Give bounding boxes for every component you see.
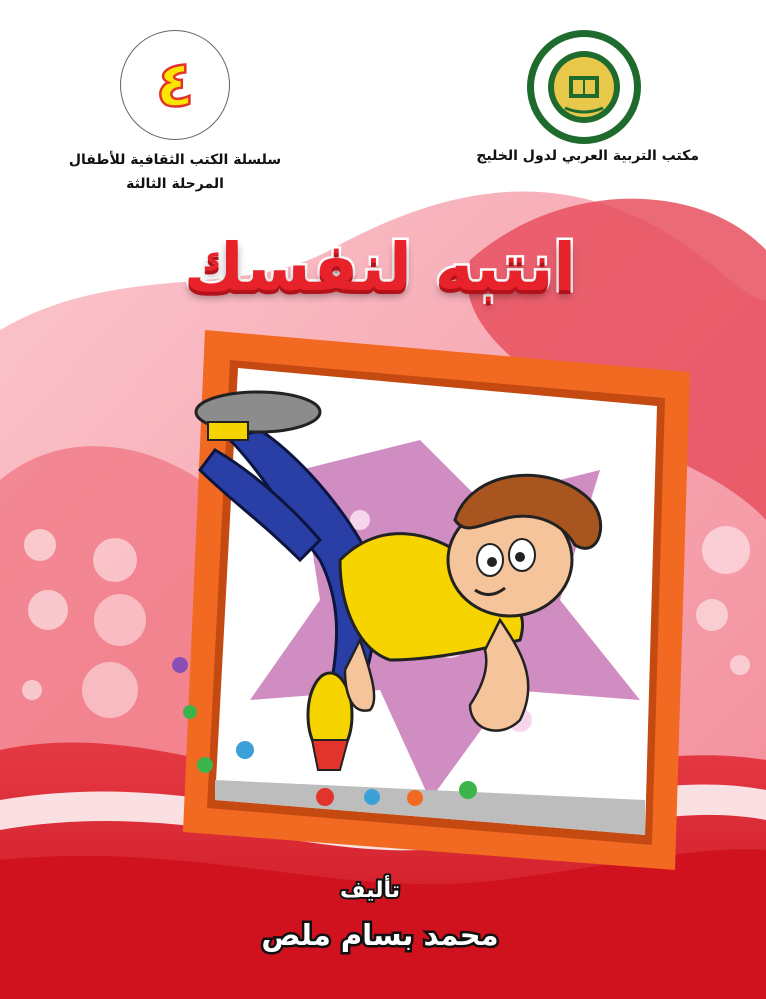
- series-number: ٤: [155, 48, 195, 122]
- publisher-name: مكتب التربية العربي لدول الخليج: [476, 148, 699, 164]
- series-stage: المرحلة الثالثة: [126, 176, 224, 192]
- series-name: سلسلة الكتب الثقافية للأطفال: [68, 152, 282, 168]
- book-title: انتبه لنفسك: [183, 229, 577, 306]
- author-label: تأليف: [340, 878, 400, 903]
- author-name: محمد بسام ملص: [261, 918, 499, 952]
